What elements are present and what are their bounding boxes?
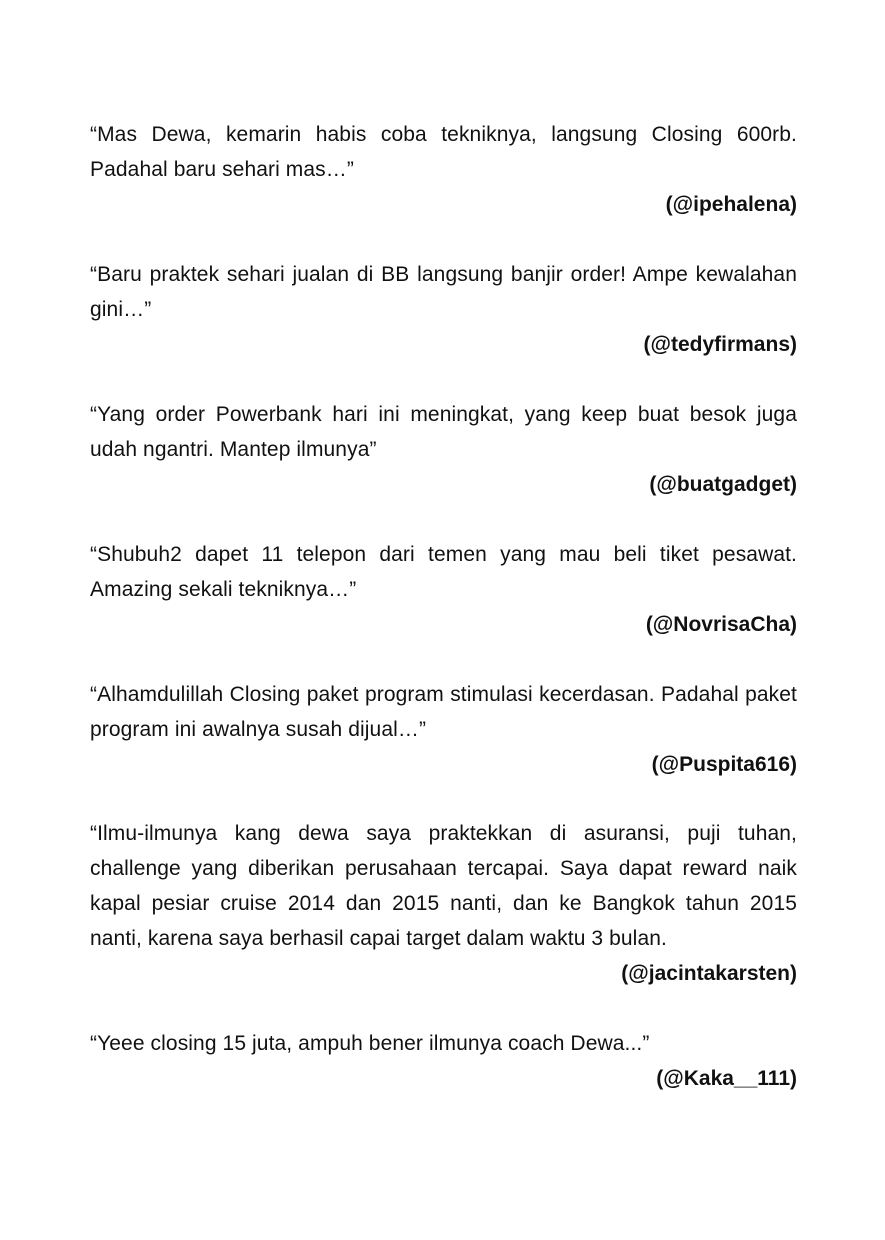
testimonial-4	[90, 537, 797, 642]
testimonial-5	[90, 677, 797, 782]
testimonial-2	[90, 257, 797, 362]
testimonial-author: (@NovrisaCha)	[645, 613, 797, 636]
testimonial-author: (@jacintakarsten)	[621, 962, 797, 985]
testimonial-quote: “Mas Dewa, kemarin habis coba tekniknya, langsung Closing 600rb. Padahal baru sehari mas…”	[90, 123, 797, 181]
testimonial-author: (@ipehalena)	[665, 193, 797, 216]
testimonial-quote: “Yeee closing 15 juta, ampuh bener ilmunya coach Dewa...”	[90, 1032, 650, 1055]
testimonial-7	[90, 1026, 797, 1096]
testimonial-quote: “Shubuh2 dapet 11 telepon dari temen yang mau beli tiket pesawat. Amazing sekali tekniknya…”	[90, 543, 797, 601]
testimonial-quote: “Ilmu-ilmunya kang dewa saya praktekkan di asuransi, puji tuhan, challenge yang diberikan perusahaan tercapai. Saya dapat reward naik kapal pesiar cruise 2014 dan 2015 nanti, dan ke Bangkok tahun 2015 nanti, karena saya berhasil capai target dalam waktu 3 bulan.	[90, 822, 797, 950]
testimonial-quote: “Baru praktek sehari jualan di BB langsung banjir order! Ampe kewalahan gini…”	[90, 263, 797, 321]
document-page	[90, 0, 797, 1240]
testimonial-3	[90, 397, 797, 502]
testimonial-quote: “Yang order Powerbank hari ini meningkat, yang keep buat besok juga udah ngantri. Mantep ilmunya”	[90, 403, 797, 461]
testimonial-author: (@Puspita616)	[651, 753, 797, 776]
testimonial-6	[90, 816, 797, 991]
testimonial-author: (@Kaka__111)	[656, 1067, 797, 1090]
testimonial-quote: “Alhamdulillah Closing paket program stimulasi kecerdasan. Padahal paket program ini awalnya susah dijual…”	[90, 683, 797, 741]
testimonial-author: (@buatgadget)	[649, 473, 797, 496]
testimonial-author: (@tedyfirmans)	[643, 333, 797, 356]
testimonial-1	[90, 117, 797, 222]
